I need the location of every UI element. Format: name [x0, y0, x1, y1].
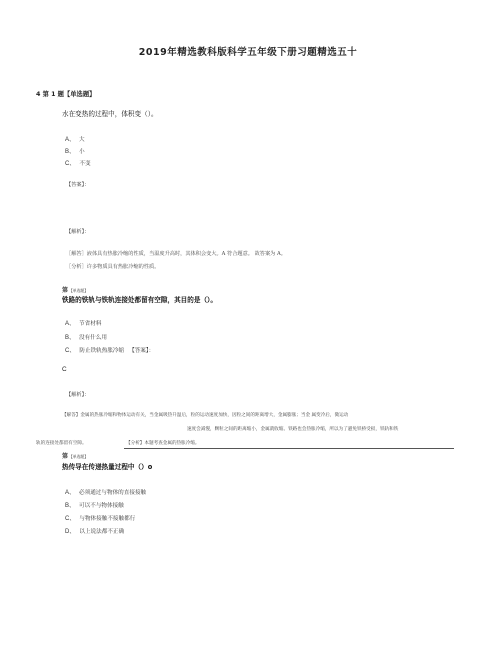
option-text: 必须通过与物体的直接接触 — [79, 490, 147, 496]
question-2-text: 铁路的铁轨与铁轨连接处都留有空隙，其目的是（）。 — [62, 296, 217, 304]
q2-option-c[interactable] — [65, 345, 154, 354]
option-key: C、 — [65, 348, 76, 354]
q2-analysis-hint: 【分析】本题考查金属的热胀冷缩。 — [126, 441, 200, 446]
q1-analysis-text: ［解答］液体具有热胀冷缩的性质，当温度升高时，其体积会变大。A 符合题意。 故答案为 A。 — [66, 251, 286, 257]
option-key: A、 — [65, 490, 76, 496]
q2-answer-label: 【答案】： — [129, 348, 155, 354]
option-key: C、 — [65, 161, 76, 167]
q2-option-a[interactable] — [65, 318, 101, 327]
q1-option-c[interactable] — [65, 158, 91, 167]
q3-option-b[interactable] — [65, 500, 124, 509]
section-heading: 4 第 1 题【单选题】 — [36, 91, 96, 98]
mark-label: 【单选题】 — [69, 454, 88, 459]
q1-analysis-label: 【解析】： — [66, 229, 90, 235]
option-text: 小 — [79, 149, 85, 155]
q1-answer-label: 【答案】： — [66, 182, 90, 188]
q2-analysis-label: 【解析】： — [66, 392, 90, 398]
question-3-text: 热传导在传递热量过程中（）o — [62, 463, 153, 471]
option-text: 节省材料 — [79, 321, 102, 327]
q1-hint-text: ［分析］许多物质具有热胀冷缩的性质。 — [66, 264, 160, 270]
q2-analysis-line-2: 速度会减慢，颗粒之间的距离缩小，金属就收缩。铁路也会热胀冷缩，所以为了避免铁桥受损，铁轨和铁 — [187, 427, 399, 432]
mark-label: 【单选题】 — [69, 288, 88, 293]
q3-option-a[interactable] — [65, 487, 146, 496]
q1-option-a[interactable] — [65, 134, 85, 143]
q3-question-mark — [62, 451, 88, 460]
mark-glyph: 第 — [62, 453, 69, 460]
q2-question-mark — [62, 285, 88, 294]
option-text: 没有什么用 — [79, 335, 107, 341]
option-key: B、 — [65, 335, 76, 341]
option-text: 与物体接触不接触都行 — [79, 516, 136, 522]
q3-option-d[interactable] — [65, 526, 124, 535]
option-key: A、 — [65, 321, 76, 327]
q2-analysis-line-1: 【解答】金属的热胀冷缩和物体运动有关，当金属吸热升温后，粒的运动速度加快，因粒之间的距离增大，金属膨胀；当金 属变冷后，微运动 — [62, 413, 349, 418]
option-key: D、 — [65, 529, 76, 535]
option-text: 大 — [79, 137, 85, 143]
option-text: 可以不与物体接触 — [79, 503, 124, 509]
mark-glyph: 第 — [62, 287, 69, 294]
q2-analysis-line-3: 轨的连接处都留有空隙。 — [36, 441, 87, 446]
option-key: B、 — [65, 149, 76, 155]
q2-answer-value: C — [62, 366, 67, 373]
option-key: B、 — [65, 503, 76, 509]
q1-option-b[interactable] — [65, 146, 85, 155]
q2-option-b[interactable] — [65, 332, 107, 341]
question-1-text: 水在变热的过程中，体积变（）。 — [62, 110, 158, 118]
page-title: 2019年精选教科版科学五年级下册习题精选五十 — [138, 47, 358, 58]
option-text: 以上说法都不正确 — [79, 529, 125, 535]
option-text: 防止铁轨热胀冷缩 — [79, 348, 125, 354]
q3-option-c[interactable] — [65, 513, 135, 522]
divider-line — [124, 448, 454, 449]
option-key: C、 — [65, 516, 76, 522]
option-text: 不变 — [79, 161, 91, 167]
option-key: A、 — [65, 137, 76, 143]
